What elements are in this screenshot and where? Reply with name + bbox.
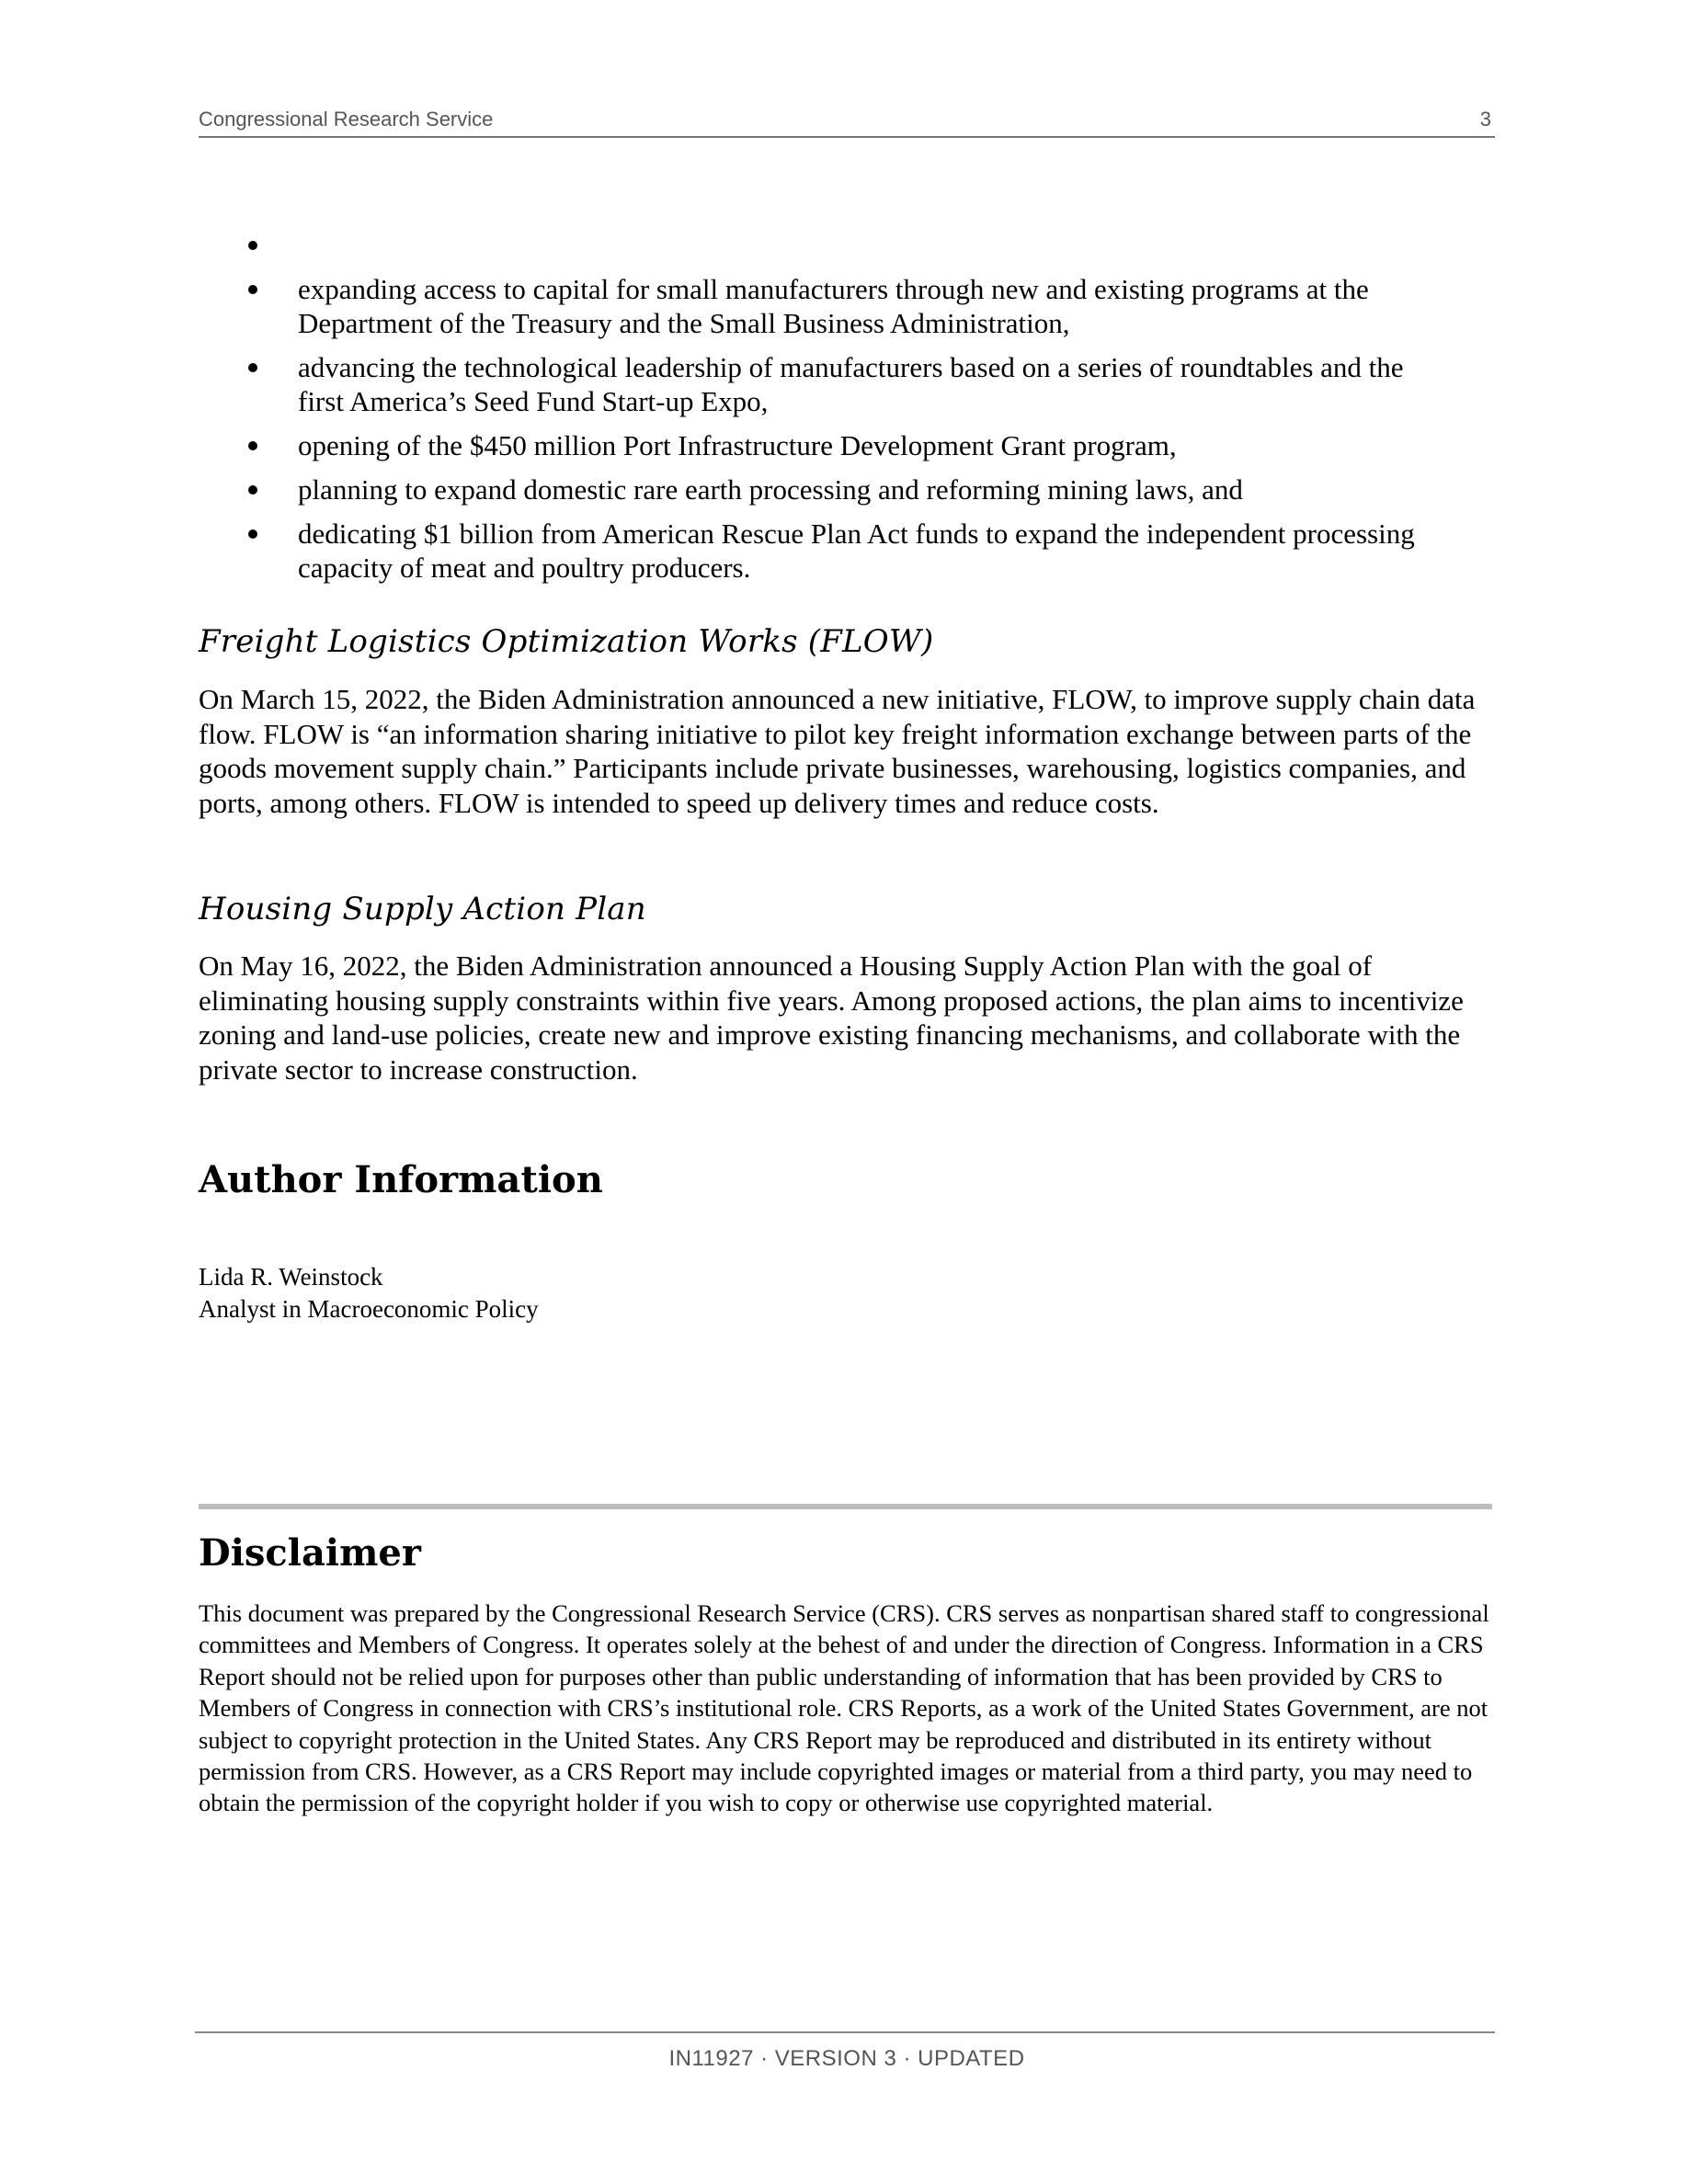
footer-identifier: IN11927 · VERSION 3 · UPDATED (668, 2046, 1025, 2071)
bullet-icon (248, 241, 257, 250)
housing-heading: Housing Supply Action Plan (199, 891, 646, 927)
list-item-text: planning to expand domestic rare earth processing and reforming mining laws, and (298, 473, 1243, 506)
list-item (248, 472, 1443, 506)
list-item (248, 350, 1443, 418)
list-item-text: expanding access to capital for small manufacturers through new and existing programs at the Department of the Treasury and the Small Business Administration, (298, 273, 1369, 339)
flow-paragraph: On March 15, 2022, the Biden Administration announced a new initiative, FLOW, to improve supply chain data flow. FLOW is “an information sharing initiative to pilot key freight information exchange between parts of the goods movement supply chain.” Participants include private businesses, warehousing, logistics companies, and ports, among others. FLOW is intended to speed up delivery times and reduce costs. (199, 683, 1476, 819)
bullet-icon (248, 285, 257, 294)
bullet-icon (248, 441, 257, 450)
list-item-text: advancing the technological leadership of manufacturers based on a series of roundtables and the first America’s Seed Fund Start-up Expo, (298, 351, 1404, 417)
bullet-icon (248, 485, 257, 495)
housing-paragraph: On May 16, 2022, the Biden Administration announced a Housing Supply Action Plan with the goal of eliminating housing supply constraints within five years. Among proposed actions, the plan aims to incentivize zoning and land-use policies, create new and improve existing financing mechanisms, and collaborate with the private sector to increase construction. (199, 950, 1464, 1086)
page-number: 3 (1479, 108, 1491, 131)
list-item (248, 272, 1443, 340)
footer-divider (195, 2031, 1495, 2033)
running-header (199, 105, 1495, 138)
list-item-text: opening of the $450 million Port Infrastructure Development Grant program, (298, 429, 1177, 461)
flow-heading: Freight Logistics Optimization Works (FLOW) (199, 623, 934, 660)
section-divider (199, 1504, 1492, 1509)
header-publisher: Congressional Research Service (199, 108, 494, 131)
author-block (199, 1261, 539, 1325)
list-item (248, 428, 1443, 462)
author-name: Lida R. Weinstock (199, 1263, 383, 1291)
bullet-icon (248, 363, 257, 372)
list-item-text: dedicating $1 billion from American Rescue Plan Act funds to expand the independent processing capacity of meat and poultry producers. (298, 518, 1415, 584)
author-title: Analyst in Macroeconomic Policy (199, 1295, 539, 1323)
list-item (248, 228, 1443, 262)
disclaimer-heading: Disclaimer (199, 1531, 421, 1575)
disclaimer-paragraph: This document was prepared by the Congressional Research Service (CRS). CRS serves as nonpartisan shared staff to congressional committees and Members of Congress. It operates solely at the behest of and under the direction of Congress. Information in a CRS Report should not be relied upon for purposes other than public understanding of information that has been provided by CRS to Members of Congress in connection with CRS’s institutional role. CRS Reports, as a work of the United States Government, are not subject to copyright protection in the United States. Any CRS Report may be reproduced and distributed in its entirety without permission from CRS. However, as a CRS Report may include copyrighted images or material from a third party, you may need to obtain the permission of the copyright holder if you wish to copy or otherwise use copyrighted material. (199, 1599, 1489, 1817)
author-heading: Author Information (199, 1158, 603, 1201)
bullet-list (248, 228, 1443, 595)
document-page (199, 0, 1495, 2184)
bullet-icon (248, 529, 257, 539)
list-item (248, 517, 1443, 585)
